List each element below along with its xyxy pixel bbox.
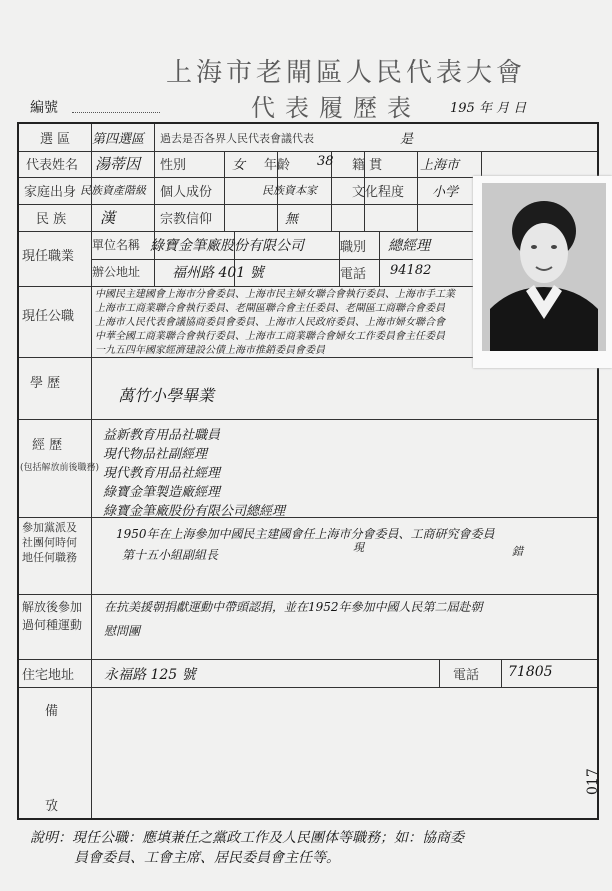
ethnic-value: 漢 (100, 209, 116, 227)
public-line: 上海市人民代表會議協商委員會委員、上海市人民政府委員、上海市婦女聯合會 (95, 317, 445, 328)
tel-value: 94182 (390, 263, 432, 278)
party-correction-mark: 現 (353, 541, 364, 554)
column-divider (224, 151, 225, 231)
document-title: 上海市老閘區人民代表大會 (165, 58, 526, 88)
page-number: 017 (585, 768, 601, 795)
instructions-note (30, 828, 590, 868)
row-divider (19, 659, 597, 660)
study-label: 學 歷 (30, 376, 61, 391)
tel-label: 電話 (340, 267, 367, 282)
party-label: 參加黨派及社團何時何地任何職務 (22, 521, 77, 564)
row-divider (19, 286, 481, 287)
serial-label: 編號 (30, 100, 58, 116)
home-tel-value: 71805 (508, 664, 553, 680)
home-label: 住宅地址 (22, 668, 75, 683)
religion-label: 宗教信仰 (160, 212, 213, 227)
party-line: 1950年在上海參加中國民主建國會任上海市分會委員、工商研究會委員 (116, 527, 495, 541)
party-correction-mark: 錯 (512, 545, 523, 558)
row-divider (19, 419, 597, 420)
movement-line: 在抗美援朝捐獻運動中帶頭認捐，並在1952年參加中國人民第二屆赴朝 (104, 600, 483, 614)
office-value: 福州路 401 號 (172, 265, 264, 281)
row-divider (19, 151, 597, 152)
past-rep-value: 是 (400, 132, 414, 147)
document-subtitle: 代表履歷表 (251, 94, 421, 122)
name-label: 代表姓名 (26, 158, 79, 173)
job-label: 現任職業 (22, 249, 75, 264)
remarks-label: 備 (45, 704, 59, 719)
column-divider (501, 659, 502, 687)
career-line: 綠寶金筆廠股份有限公司總經理 (103, 504, 286, 519)
row-divider (19, 594, 597, 595)
position-value: 總經理 (388, 238, 430, 254)
career-line: 益新教育用品社職員 (103, 428, 221, 443)
name-value: 湯蒂因 (95, 155, 141, 173)
office-label: 辦公地址 (92, 265, 141, 279)
movement-label: 解放後參加過何種運動 (22, 600, 83, 632)
party-line: 第十五小組副組長 (122, 548, 219, 562)
date-field: 195 年 月 日 (450, 101, 527, 116)
home-tel-label: 電話 (453, 668, 480, 683)
portrait-photo (482, 183, 606, 351)
career-label: 經 歷 (32, 438, 63, 453)
serial-line (72, 112, 160, 113)
age-value: 38 (317, 154, 334, 169)
age-label: 年齡 (264, 158, 291, 173)
family-label: 家庭出身 (24, 185, 77, 200)
remarks-label: 攷 (45, 799, 59, 814)
ethnic-label: 民 族 (36, 212, 67, 227)
unit-value: 綠寶金筆廠股份有限公司 (150, 238, 304, 254)
column-divider (379, 231, 380, 286)
movement-line: 慰問團 (104, 624, 141, 638)
row-divider (91, 259, 481, 260)
education-label: 文化程度 (352, 185, 405, 200)
personal-value: 民族資本家 (262, 184, 317, 197)
career-line: 現代教育用品社經理 (103, 466, 221, 481)
career-line: 綠寶金筆製造廠經理 (103, 485, 221, 500)
career-note: (包括解放前後職務) (20, 463, 100, 473)
position-label: 職別 (340, 240, 367, 255)
family-value: 民族資產階級 (80, 184, 146, 197)
sex-value: 女 (232, 158, 246, 173)
origin-value: 上海市 (420, 158, 460, 173)
education-value: 小学 (432, 185, 459, 200)
column-divider (154, 124, 155, 151)
sex-label: 性別 (160, 158, 187, 173)
public-line: 上海市工商業聯合會執行委員、老閘區聯合會主任委員、老閘區工商聯合會委員 (95, 303, 445, 314)
public-line: 一九五四年國家經濟建設公債上海市推銷委員會委員 (95, 345, 325, 356)
public-label: 現任公職 (22, 309, 75, 324)
public-line: 中華全國工商業聯合會執行委員、上海市工商業聯合會婦女工作委員會主任委員 (95, 331, 445, 342)
past-rep-label: 過去是否各界人民代表會議代表 (160, 132, 314, 145)
column-divider (417, 151, 418, 231)
public-line: 中國民主建國會上海市分會委員、上海市民主婦女聯合會執行委員、上海市手工業 (95, 289, 455, 300)
district-label: 選 區 (40, 132, 71, 147)
home-value: 永福路 125 號 (104, 667, 196, 683)
origin-label: 籍 貫 (352, 158, 383, 173)
note-line: 員會委員、工會主席、居民委員會主任等。 (74, 850, 340, 866)
row-divider (19, 177, 481, 178)
personal-label: 個人成份 (160, 185, 213, 200)
unit-label: 單位名稱 (92, 238, 141, 252)
religion-value: 無 (285, 212, 299, 227)
study-value: 萬竹小學畢業 (118, 386, 215, 405)
district-value: 第四選區 (92, 132, 145, 147)
row-divider (19, 204, 481, 205)
career-line: 現代物品社副經理 (103, 447, 208, 462)
column-divider (439, 659, 440, 687)
note-line: 說明：現任公職：應填兼任之黨政工作及人民團体等職務；如：協商委 (30, 830, 464, 846)
row-divider (19, 687, 597, 688)
row-divider (19, 231, 481, 232)
column-divider (154, 151, 155, 286)
